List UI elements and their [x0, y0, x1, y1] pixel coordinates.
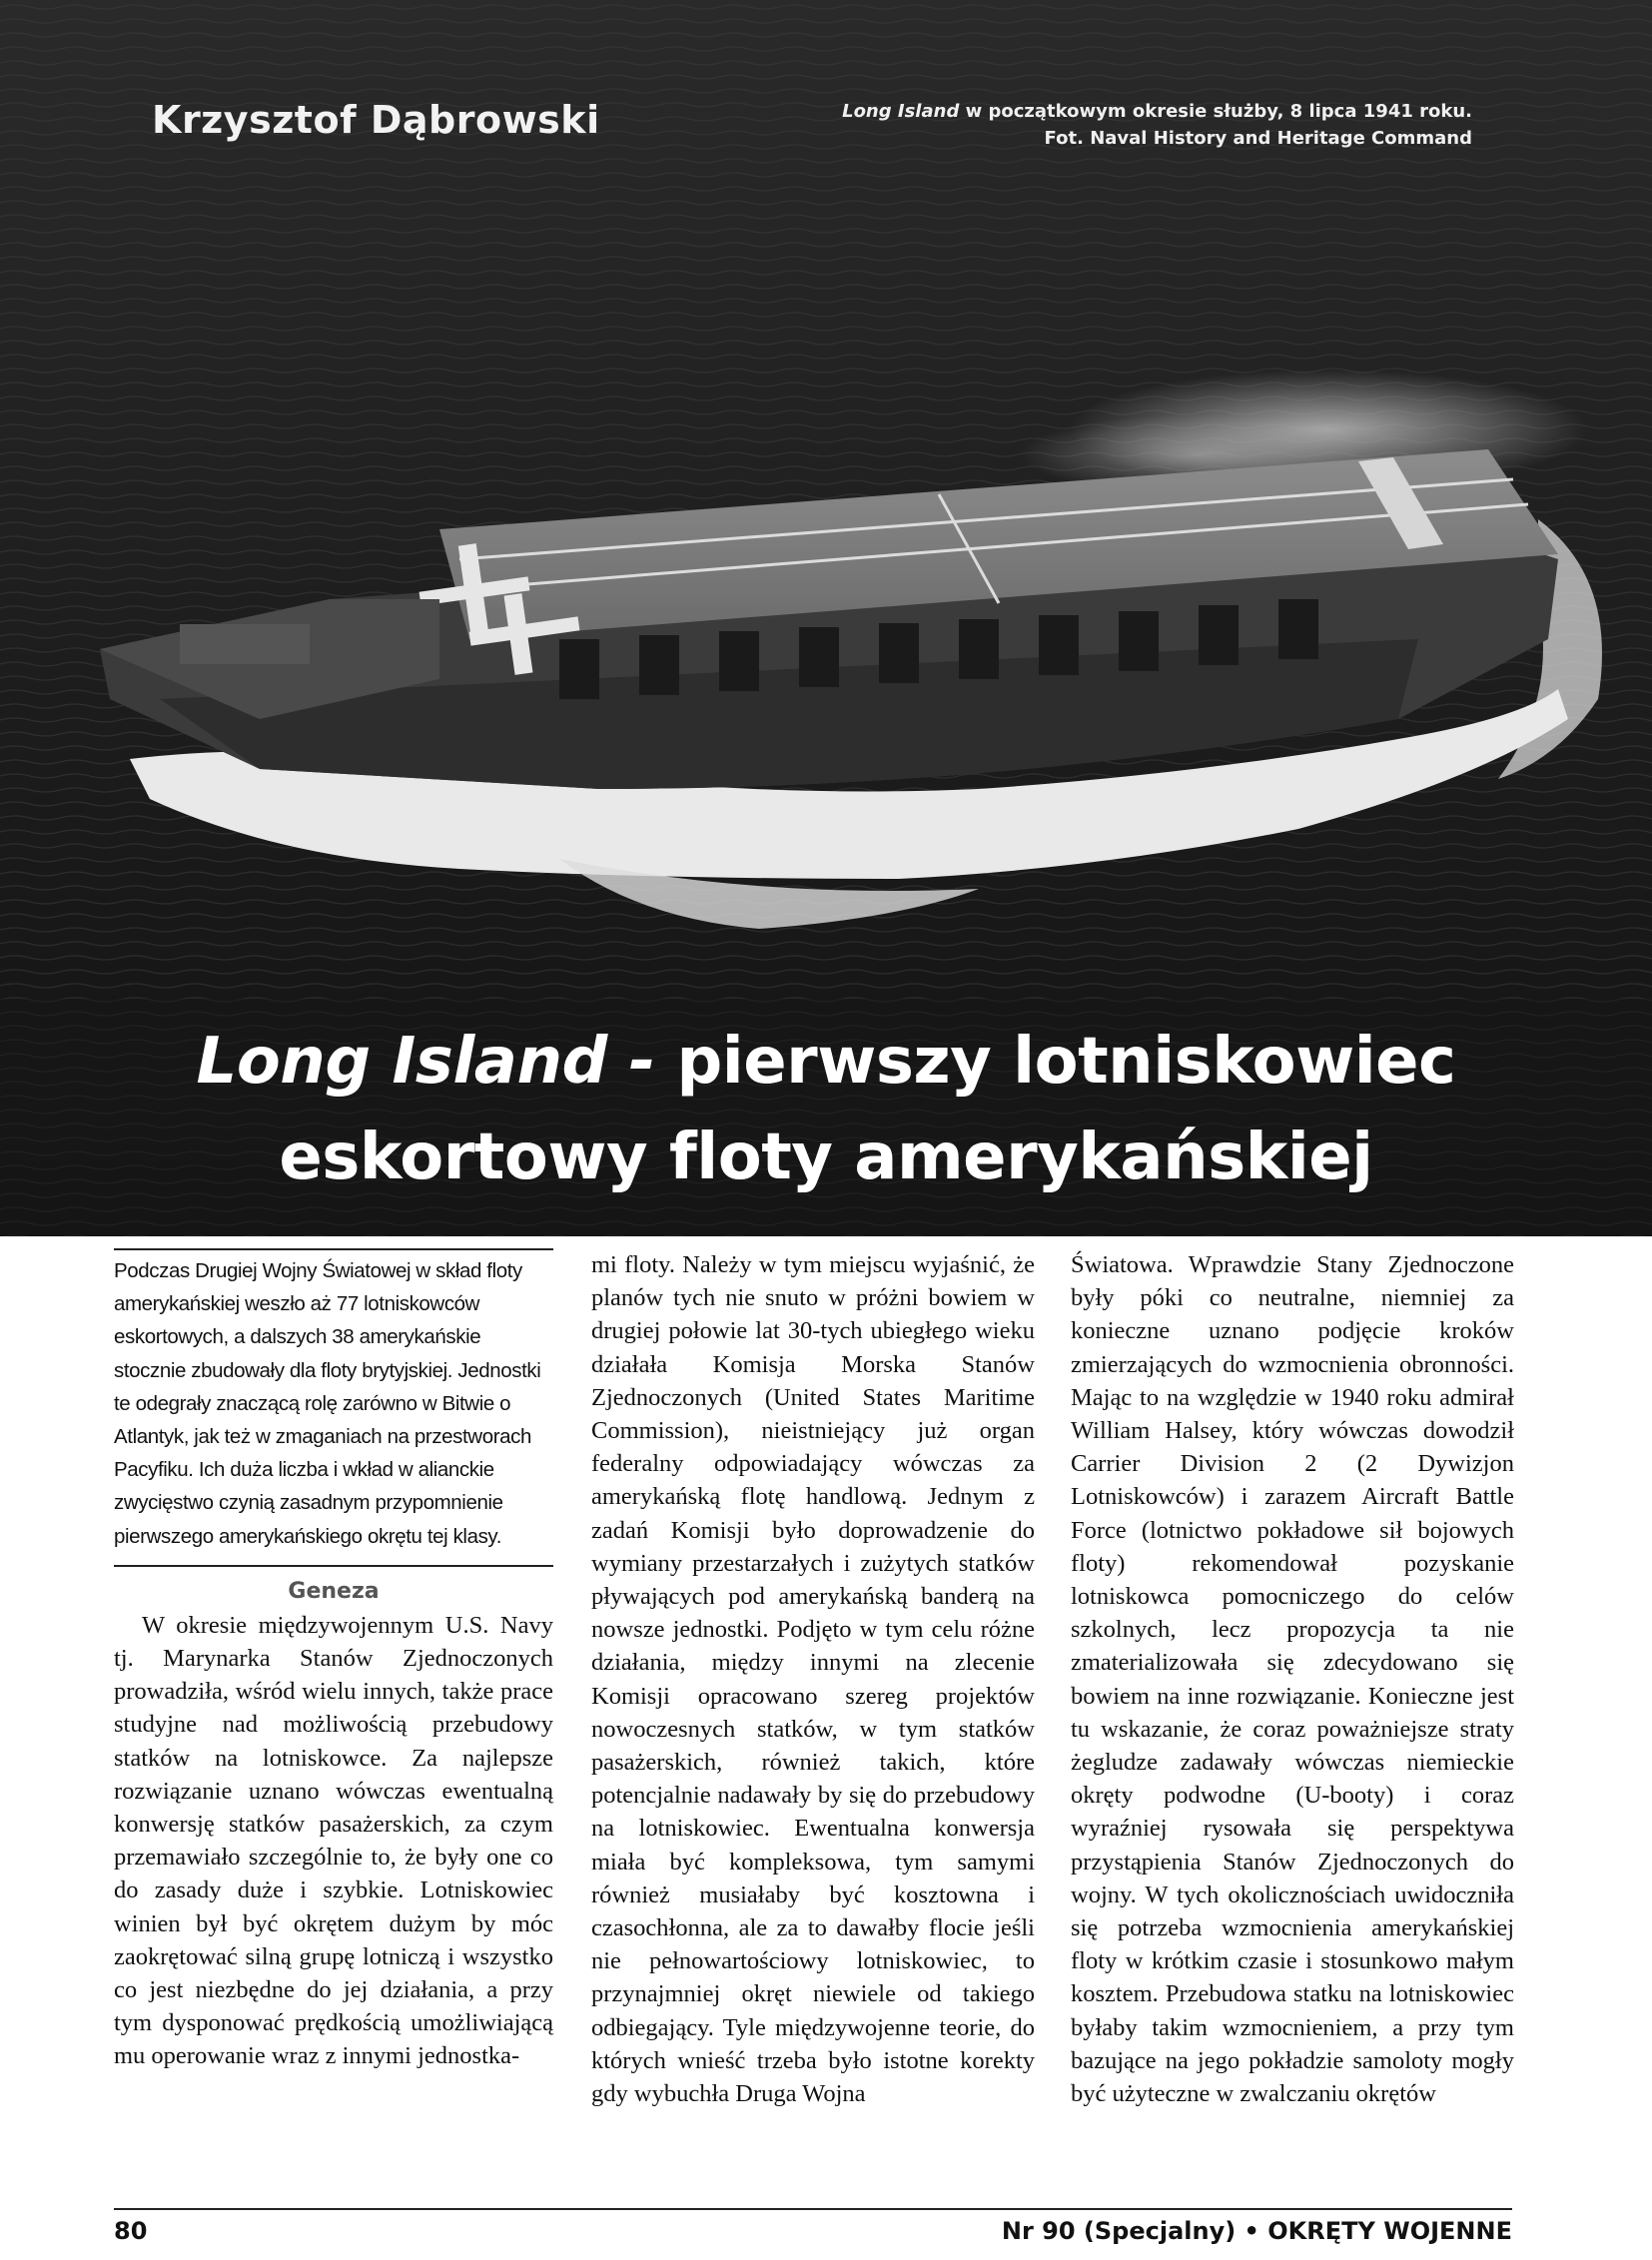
body-paragraph-1: W okresie międzywojennym U.S. Navy tj. Marynarka Stanów Zjednoczonych prowadziła, wśród wielu innych, także prace studyjne nad możliwością przebudowy statków na lotniskowce. Za najlepsze rozwiązanie uznano wówczas ewentualną konwersję statków pasażerskich, za czym przemawiało szczególnie to, że były one co do zasady duże i szybkie. Lotniskowiec winien był być okrętem dużym by móc zaokrętować silną grupę lotniczą i wszystko co jest niezbędne do jej działania, a przy tym dysponować prędkością umożliwiającą mu operowanie wraz z innymi jednostka- — [114, 1611, 553, 2070]
body-paragraph-2: mi floty. Należy w tym miejscu wyjaśnić, że planów tych nie snuto w próżni bowiem w drugiej połowie lat 30-tych ubiegłego wieku działała Komisja Morska Stanów Zjednoczonych (United States Maritime Commission), nieistniejący już organ federalny odpowiadający wówczas za amerykańską flotę handlową. Jednym z zadań Komisji było doprowadzenie do wymiany przestarzałych i zużytych statków pływających pod amerykańską banderą na nowsze jednostki. Podjęto w tym celu różne działania, między innymi na zlecenie Komisji opracowano szereg projektów nowoczesnych statków, w tym statków pasażerskich, również takich, które potencjalnie nadawały by się do przebudowy na lotniskowiec. Ewentualna konwersja miała być kompleksowa, tym samymi również musiałaby być kosztowna i czasochłonna, ale za to dawałby flocie jeśli nie pełnowartościowy lotniskowiec, to przynajmniej okręt niewiele od takiego odbiegający. Tyle międzywojenne teorie, do których wnieść trzeba było istotne korekty gdy wybuchła Druga Wojna — [591, 1251, 1035, 2108]
photo-caption — [842, 98, 1472, 152]
page-number: 80 — [114, 2217, 148, 2245]
title-line2: eskortowy floty amerykańskiej — [279, 1121, 1373, 1194]
title-line1 — [0, 1014, 1652, 1110]
caption-credit: Fot. Naval History and Heritage Command — [1044, 128, 1472, 149]
caption-text: w początkowym okresie służby, 8 lipca 1941 roku. — [959, 101, 1472, 122]
column-3 — [1071, 1248, 1514, 2110]
caption-line1 — [842, 98, 1472, 125]
lead-paragraph: Podczas Drugiej Wojny Światowej w skład floty amerykańskiej weszło aż 77 lotniskowców eskortowych, a dalszych 38 amerykańskie stocznie zbudowały dla floty brytyjskiej. Jednostki te odegrały znaczącą rolę zarówno w Bitwie o Atlantyk, jak też w zmaganiach na przestworach Pacyfiku. Ich duża liczba i wkład w alianckie zwycięstwo czynią zasadnym przypomnienie pierwszego amerykańskiego okrętu tej klasy. — [114, 1248, 553, 1567]
section-heading: Geneza — [288, 1578, 380, 1604]
caption-ship-name: Long Island — [842, 101, 960, 122]
title-ship-name: Long Island - — [196, 1025, 655, 1099]
column-2 — [591, 1248, 1035, 2110]
column-1 — [114, 1248, 553, 2073]
footer-rule — [114, 2208, 1512, 2210]
magazine-name: Nr 90 (Specjalny) • OKRĘTY WOJENNE — [1001, 2217, 1512, 2245]
article-title — [0, 1014, 1652, 1205]
body-paragraph-3: Światowa. Wprawdzie Stany Zjednoczone były póki co neutralne, niemniej za konieczne uznano podjęcie kroków zmierzających do wzmocnienia obronności. Mając to na względzie w 1940 roku admirał William Halsey, który wówczas dowodził Carrier Division 2 (2 Dywizjon Lotniskowców) i zarazem Aircraft Battle Force (lotnictwo pokładowe sił bojowych floty) rekomendował pozyskanie lotniskowca pomocniczego do celów szkolnych, lecz propozycja ta nie zmaterializowała się zdecydowano się bowiem na inne rozwiązanie. Konieczne jest tu wskazanie, że coraz poważniejsze straty żegludze zadawały wówczas niemieckie okręty podwodne (U-booty) i coraz wyraźniej rysowała się perspektywa przystąpienia Stanów Zjednoczonych do wojny. W tych okolicznościach uwidoczniła się potrzeba wzmocnienia amerykańskiej floty w krótkim czasie i stosunkowo małym kosztem. Przebudowa statku na lotniskowiec byłaby takim wzmocnieniem, a przy tym bazujące na jego pokładzie samoloty mogły być użyteczne w zwalczaniu okrętów — [1071, 1251, 1514, 2108]
title-line1-text: pierwszy lotniskowiec — [654, 1025, 1456, 1099]
author-name: Krzysztof Dąbrowski — [152, 98, 600, 142]
